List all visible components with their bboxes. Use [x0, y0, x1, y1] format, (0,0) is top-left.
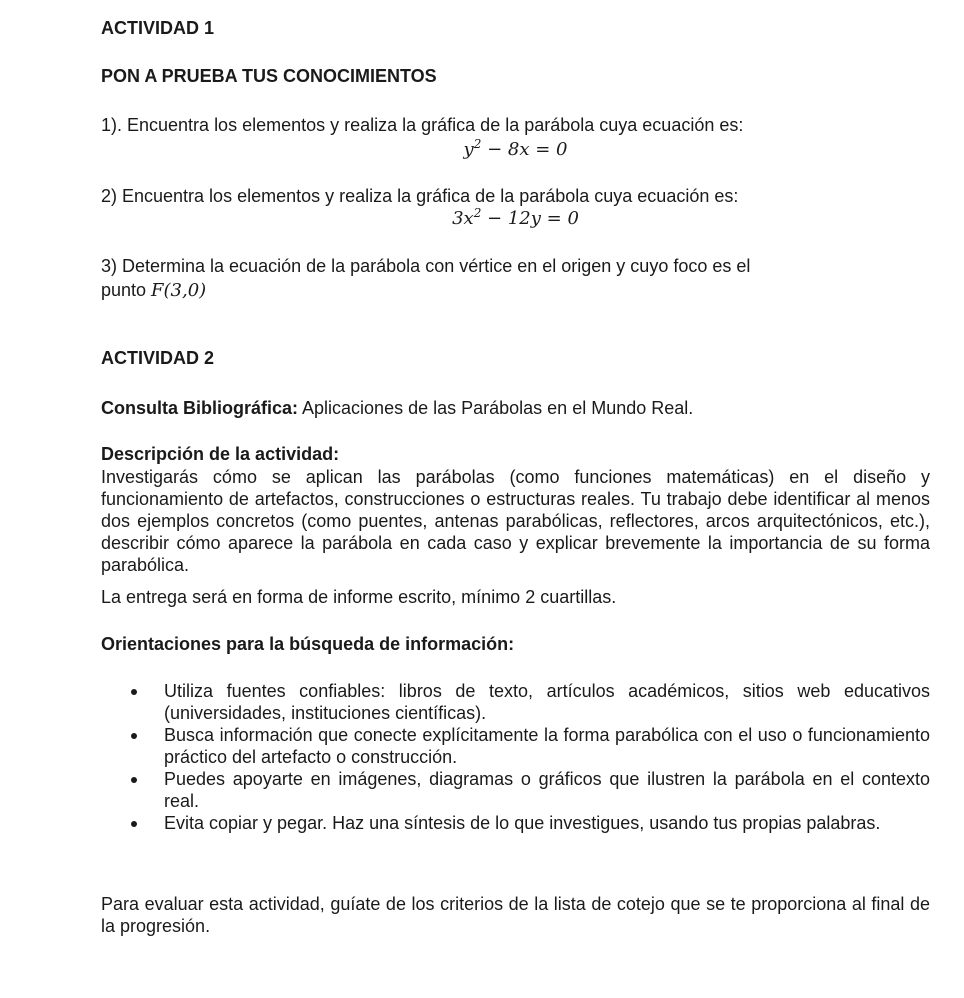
question-2-equation: [101, 208, 930, 230]
bullet-icon: [131, 821, 137, 827]
list-item: [101, 724, 930, 768]
activity-1-subtitle: PON A PRUEBA TUS CONOCIMIENTOS: [101, 66, 437, 86]
bullet-icon: [131, 689, 137, 695]
orientations-label: Orientaciones para la búsqueda de información:: [101, 634, 515, 654]
description-label: Descripción de la actividad:: [101, 444, 340, 464]
question-1-text: 1). Encuentra los elementos y realiza la gráfica de la parábola cuya ecuación es:: [101, 115, 744, 135]
bullet-icon: [131, 777, 137, 783]
activity-2-title: ACTIVIDAD 2: [101, 348, 215, 368]
description-text: Investigarás cómo se aplican las parábolas (como funciones matemáticas) en el diseño y funcionamiento de artefactos, construcciones o estructuras reales. Tu trabajo debe identificar al menos dos ejemplos concretos (como puentes, antenas parabólicas, reflectores, arcos arquitectónicos, etc.), describir cómo aparece la parábola en cada caso y explicar brevemente la importancia de su forma parabólica.: [101, 467, 930, 575]
eq1-exponent: 2: [473, 137, 482, 151]
question-1-equation: [101, 139, 930, 161]
eq1-base: y: [463, 139, 474, 160]
question-3-line1: 3) Determina la ecuación de la parábola con vértice en el origen y cuyo foco es el: [101, 256, 751, 276]
consulta-label: Consulta Bibliográfica:: [101, 398, 299, 418]
list-item-text: Busca información que conecte explícitamente la forma parabólica con el uso o funcionamiento práctico del artefacto o construcción.: [164, 725, 930, 767]
list-item-text: Utiliza fuentes confiables: libros de texto, artículos académicos, sitios web educativos (universidades, instituciones científicas).: [164, 681, 930, 723]
bullet-icon: [131, 733, 137, 739]
question-3-prefix: punto: [101, 280, 152, 300]
list-item-text: Evita copiar y pegar. Haz una síntesis de lo que investigues, usando tus propias palabras.: [164, 813, 881, 833]
question-3-line2: [101, 279, 930, 302]
orientations-list: [101, 680, 930, 834]
delivery-text: La entrega será en forma de informe escrito, mínimo 2 cuartillas.: [101, 587, 617, 607]
consulta-text: Aplicaciones de las Parábolas en el Mundo Real.: [298, 398, 694, 418]
activity-1-title: ACTIVIDAD 1: [101, 18, 215, 38]
eq2-exponent: 2: [473, 206, 482, 220]
list-item: [101, 812, 930, 834]
eq2-rest: − 12y = 0: [481, 208, 579, 229]
eq1-rest: − 8x = 0: [481, 139, 568, 160]
focus-point: F(3,0): [151, 280, 207, 301]
question-2-text: 2) Encuentra los elementos y realiza la gráfica de la parábola cuya ecuación es:: [101, 186, 739, 206]
eq2-base: 3x: [452, 208, 474, 229]
closing-text: Para evaluar esta actividad, guíate de los criterios de la lista de cotejo que se te proporciona al final de la progresión.: [101, 894, 930, 936]
list-item: [101, 680, 930, 724]
list-item: [101, 768, 930, 812]
list-item-text: Puedes apoyarte en imágenes, diagramas o gráficos que ilustren la parábola en el contexto real.: [164, 769, 930, 811]
consulta-line: [101, 397, 930, 419]
